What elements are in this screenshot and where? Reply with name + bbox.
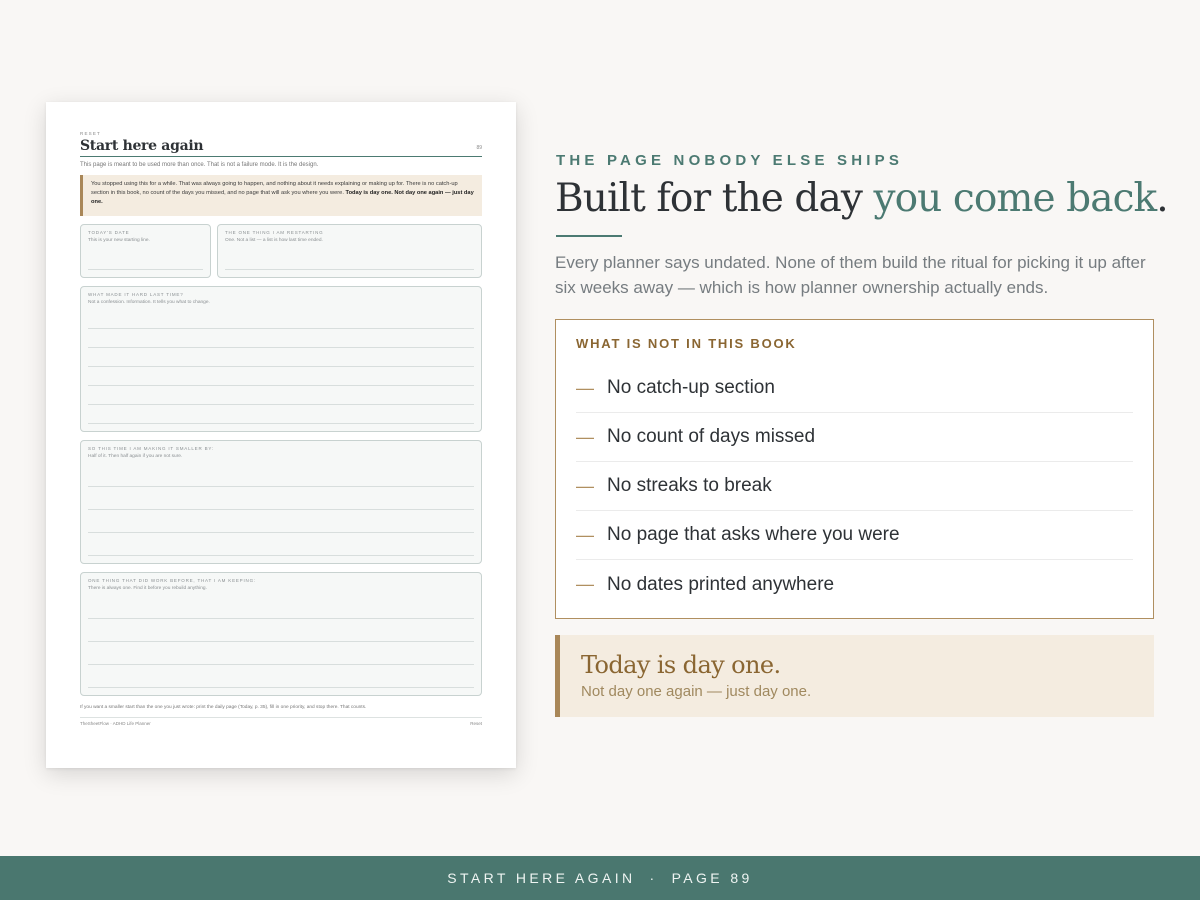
list-item-text: No count of days missed — [607, 426, 816, 447]
planner-kicker: RESET — [80, 131, 102, 136]
planner-page-preview — [46, 102, 516, 768]
dash-icon: — — [576, 475, 594, 496]
box-hint: There is always one. Find it before you rebuild anything. — [88, 586, 207, 591]
box-label: ONE THING THAT DID WORK BEFORE, THAT I AM KEEPING: — [88, 578, 256, 583]
box-hint: This is your new starting line. — [88, 238, 150, 243]
headline-divider — [556, 235, 622, 237]
keeping-box — [80, 572, 482, 696]
today-title: Today is day one. — [581, 651, 781, 679]
not-in-book-title: WHAT IS NOT IN THIS BOOK — [576, 336, 797, 351]
planner-page-number: 89 — [476, 145, 482, 151]
planner-title: Start here again — [80, 138, 204, 154]
planner-footer-right: Reset — [470, 721, 482, 726]
dash-icon: — — [576, 524, 594, 545]
intro-paragraph: Every planner says undated. None of them build the ritual for picking it up after six weeks away — which is how planner ownership actually ends. — [555, 253, 1146, 297]
list-item-text: No streaks to break — [607, 475, 772, 496]
hard-last-time-box — [80, 286, 482, 432]
box-hint: Half of it. Then half again if you are not sure. — [88, 454, 183, 459]
bottom-bar-right: PAGE 89 — [671, 870, 753, 886]
planner-subtitle: This page is meant to be used more than once. That is not a failure mode. It is the design. — [80, 162, 319, 168]
headline-accent: you come back — [873, 176, 1157, 221]
planner-title-row — [80, 138, 482, 157]
todays-date-box — [80, 224, 211, 278]
restarting-box — [217, 224, 482, 278]
list-item — [576, 560, 1133, 609]
dash-icon: — — [576, 574, 594, 594]
bottom-bar-left: START HERE AGAIN — [447, 870, 636, 886]
box-hint: Not a confession. Information. It tells you what to change. — [88, 300, 210, 305]
section-kicker: THE PAGE NOBODY ELSE SHIPS — [556, 152, 904, 169]
planner-callout-bold: Today is day one. Not day one again — just day one. — [91, 190, 474, 206]
list-item-text: No catch-up section — [607, 377, 775, 398]
planner-footnote: If you want a smaller start than the one you just wrote: print the daily page (Today, p. 35), fill in one priority, and stop there. That counts. — [80, 705, 367, 710]
box-label: WHAT MADE IT HARD LAST TIME? — [88, 292, 184, 297]
headline-end: . — [1156, 176, 1168, 221]
smaller-by-box — [80, 440, 482, 564]
box-hint: One. Not a list — a list is how last time ended. — [225, 238, 323, 243]
box-label: SO THIS TIME I AM MAKING IT SMALLER BY: — [88, 446, 214, 451]
planner-footer-left: TheSheetFlow · ADHD Life Planner — [80, 721, 151, 726]
headline-part1: Built for the day — [555, 176, 874, 221]
today-subtitle: Not day one again — just day one. — [581, 683, 812, 700]
headline — [555, 176, 1168, 221]
planner-callout-text: You stopped using this for a while. That was always going to happen, and nothing about it needs explaining or making up for. There is no catch-up section in this book, no count of the days you missed, and no page that will ask you where you were. — [91, 181, 458, 197]
not-in-book-box — [555, 319, 1154, 619]
list-item-text: No dates printed anywhere — [607, 573, 835, 595]
bottom-bar — [0, 856, 1200, 900]
list-item — [576, 413, 1133, 462]
dash-icon: — — [576, 426, 594, 447]
list-item-text: No page that asks where you were — [607, 524, 900, 545]
planner-footer — [80, 717, 482, 726]
dash-icon: — — [576, 377, 594, 398]
list-item — [576, 511, 1133, 560]
today-callout — [555, 635, 1154, 717]
list-item — [576, 462, 1133, 511]
box-label: THE ONE THING I AM RESTARTING — [225, 230, 324, 235]
planner-callout — [80, 175, 482, 216]
box-label: TODAY'S DATE — [88, 230, 130, 235]
bottom-bar-separator: · — [649, 870, 658, 886]
not-in-book-list — [576, 364, 1133, 609]
list-item — [576, 364, 1133, 413]
